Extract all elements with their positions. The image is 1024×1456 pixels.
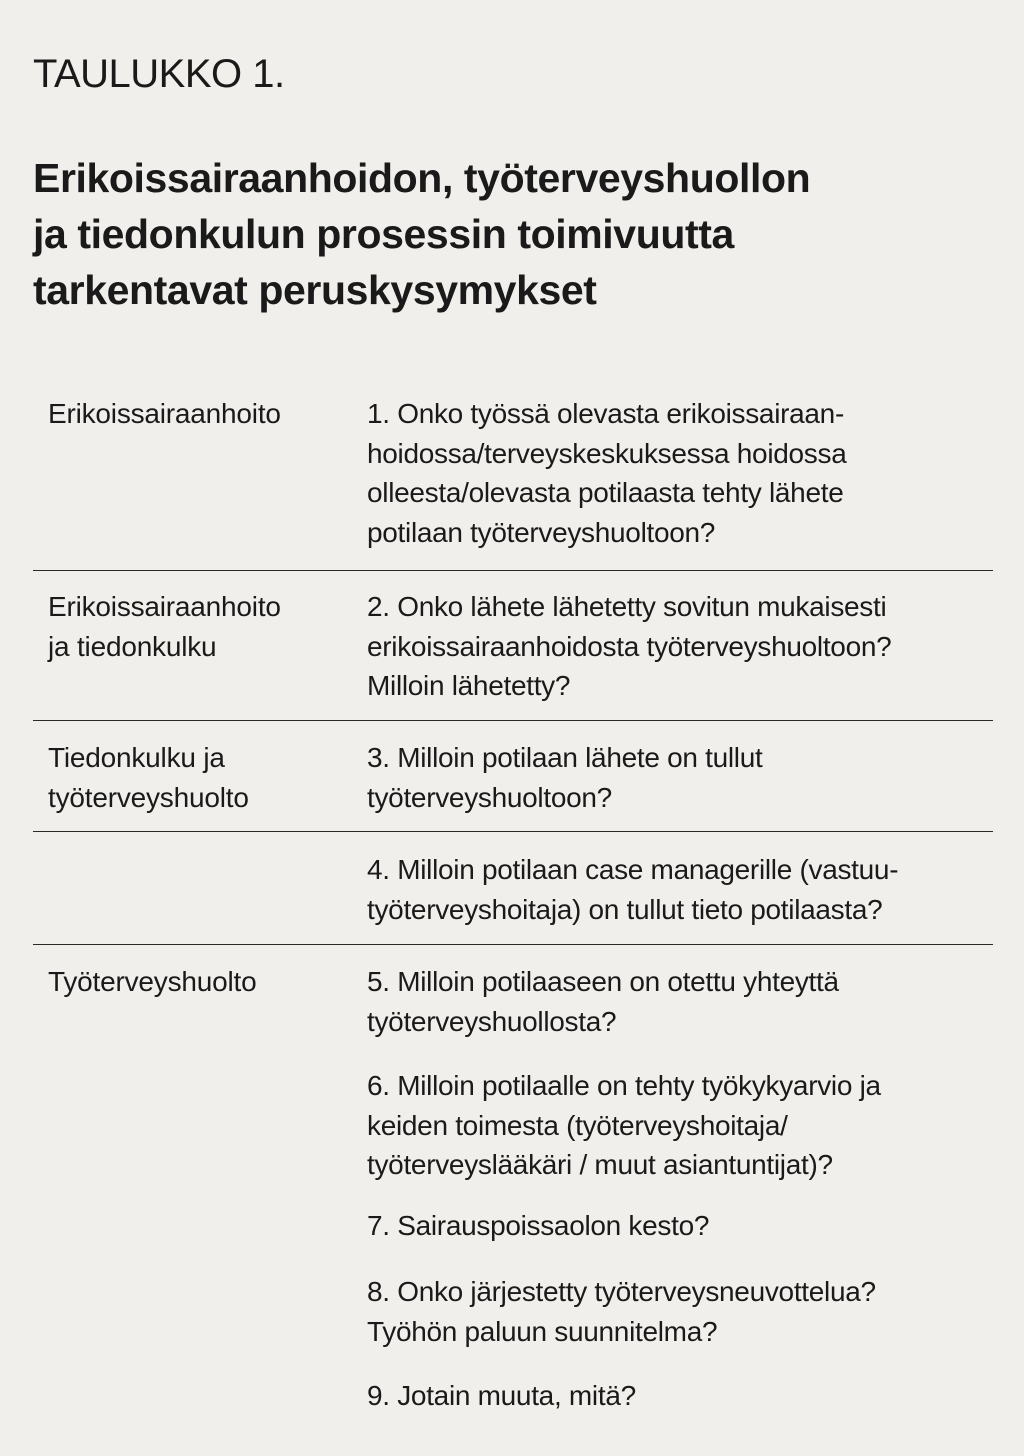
table-label: TAULUKKO 1. bbox=[33, 52, 285, 96]
table-title: Erikoissairaanhoidon, työterveyshuollon ja tiedonkulun prosessin toimivuutta tarkentavat peruskysymykset bbox=[33, 155, 811, 313]
row-divider bbox=[33, 570, 993, 571]
question-8: 8. Onko järjestetty työterveysneuvottelua? Työhön paluun suunnitelma? bbox=[367, 1276, 876, 1347]
question-3: 3. Milloin potilaan lähete on tullut työterveyshuoltoon? bbox=[367, 742, 763, 813]
question-2: 2. Onko lähete lähetetty sovitun mukaisesti erikoissairaanhoidosta työterveyshuoltoon? Milloin lähetetty? bbox=[367, 591, 892, 701]
question-1: 1. Onko työssä olevasta erikoissairaan- hoidossa/terveyskeskuksessa hoidossa olleesta/olevasta potilaasta tehty lähete potilaan työterveyshuoltoon? bbox=[367, 398, 847, 548]
row-category: Työterveyshuolto bbox=[48, 966, 257, 997]
row-divider bbox=[33, 944, 993, 945]
question-9: 9. Jotain muuta, mitä? bbox=[367, 1380, 636, 1411]
row-category: Erikoissairaanhoito ja tiedonkulku bbox=[48, 591, 281, 662]
question-4: 4. Milloin potilaan case managerille (vastuu- työterveyshoitaja) on tullut tieto potilaasta? bbox=[367, 854, 899, 925]
question-6: 6. Milloin potilaalle on tehty työkykyarvio ja keiden toimesta (työterveyshoitaja/ työterveyslääkäri / muut asiantuntijat)? bbox=[367, 1070, 881, 1180]
question-7: 7. Sairauspoissaolon kesto? bbox=[367, 1210, 710, 1241]
question-5: 5. Milloin potilaaseen on otettu yhteyttä työterveyshuollosta? bbox=[367, 966, 839, 1037]
row-divider bbox=[33, 720, 993, 721]
row-category: Tiedonkulku ja työterveyshuolto bbox=[48, 742, 249, 813]
row-divider bbox=[33, 831, 993, 832]
row-category: Erikoissairaanhoito bbox=[48, 398, 281, 429]
